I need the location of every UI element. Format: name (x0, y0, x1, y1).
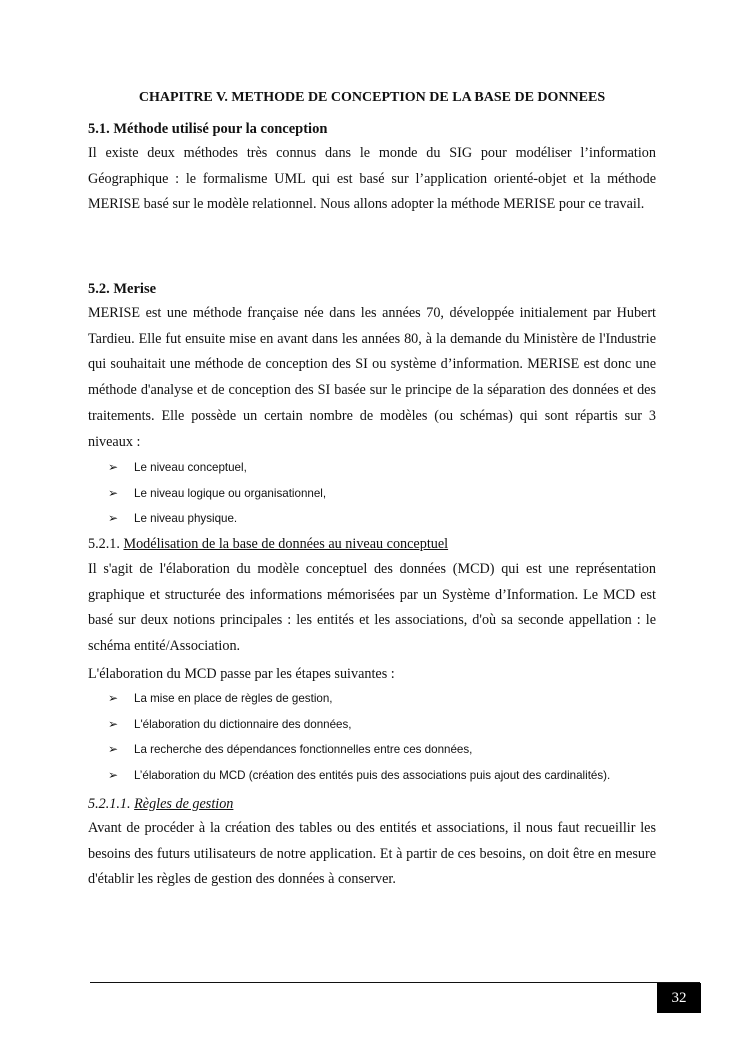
arrow-bullet-icon: ➢ (108, 691, 119, 705)
arrow-bullet-icon: ➢ (108, 716, 119, 731)
arrow-bullet-icon: ➢ (108, 460, 119, 474)
section-5-2-1-1-number: 5.2.1.1. (88, 796, 131, 812)
arrow-bullet-icon: ➢ (108, 511, 119, 526)
list-item-text: Le niveau logique ou organisationnel, (134, 486, 327, 500)
list-item-text: La recherche des dépendances fonctionnelles entre ces données, (134, 743, 473, 757)
list-item-text: Le niveau physique. (134, 512, 238, 526)
section-5-2-paragraph: MERISE est une méthode française née dans les années 70, développée initialement par Hubert Tardieu. Elle fut ensuite mise en avant dans les années 80, à la demande du Ministère de l'Industrie qui souhaitait une méthode de conception des SI ou système d’information. MERISE est donc une méthode d'analyse et de conception des SI basée sur le principe de la séparation des données et des traitements. Elle possède un certain nombre de modèles (ou schémas) qui sont répartis sur 3 niveaux : (88, 305, 656, 450)
section-5-2-1-1-paragraph: Avant de procéder à la création des tables ou des entités et associations, il nous faut recueillir les besoins des futurs utilisateurs de notre application. Et à partir de ces besoins, on doit être en mesure d'établir les règles de gestion des données à conserver. (88, 820, 656, 888)
section-5-1-heading: 5.1. Méthode utilisé pour la conception (88, 121, 328, 137)
list-item (108, 763, 610, 789)
section-5-2-heading: 5.2. Merise (88, 281, 157, 297)
merise-levels-list (108, 455, 326, 532)
steps-intro: L'élaboration du MCD passe par les étapes suivantes : (88, 666, 395, 682)
list-item (108, 506, 326, 532)
page-number: 32 (657, 983, 701, 1013)
chapter-title: CHAPITRE V. METHODE DE CONCEPTION DE LA BASE DE DONNEES (138, 90, 606, 105)
list-item-text: L'élaboration du dictionnaire des données, (134, 717, 352, 731)
section-5-2-1-1-title: Règles de gestion (134, 796, 234, 812)
list-item (108, 481, 326, 507)
list-item-text: Le niveau conceptuel, (134, 461, 247, 474)
section-5-2-1-title: Modélisation de la base de données au niveau conceptuel (123, 536, 449, 552)
list-item (108, 737, 610, 763)
section-5-1-paragraph: Il existe deux méthodes très connus dans le monde du SIG pour modéliser l’information Géographique : le formalisme UML qui est basé sur l’application orienté-objet et la méthode MERISE basé sur le modèle relationnel. Nous allons adopter la méthode MERISE pour ce travail. (88, 145, 656, 213)
arrow-bullet-icon: ➢ (108, 768, 119, 783)
mcd-steps-list (108, 686, 610, 789)
list-item-text: L’élaboration du MCD (création des entités puis des associations puis ajout des cardinalités). (134, 769, 611, 783)
footer-rule (90, 982, 700, 983)
list-item (108, 712, 610, 738)
arrow-bullet-icon: ➢ (108, 485, 119, 500)
list-item (108, 686, 610, 712)
list-item-text: La mise en place de règles de gestion, (134, 692, 333, 705)
section-5-2-1-1-heading (88, 794, 233, 814)
section-5-2-1-number: 5.2.1. (88, 536, 120, 552)
section-5-2-1-paragraph: Il s'agit de l'élaboration du modèle conceptuel des données (MCD) qui est une représentation graphique et structurée des informations mémorisées par un Système d’Information. Le MCD est basé sur deux notions principales : les entités et les associations, d'où sa seconde appellation : le schéma entité/Association. (88, 561, 656, 655)
arrow-bullet-icon: ➢ (108, 742, 119, 757)
list-item (108, 455, 326, 481)
section-5-2-1-heading (88, 534, 448, 554)
